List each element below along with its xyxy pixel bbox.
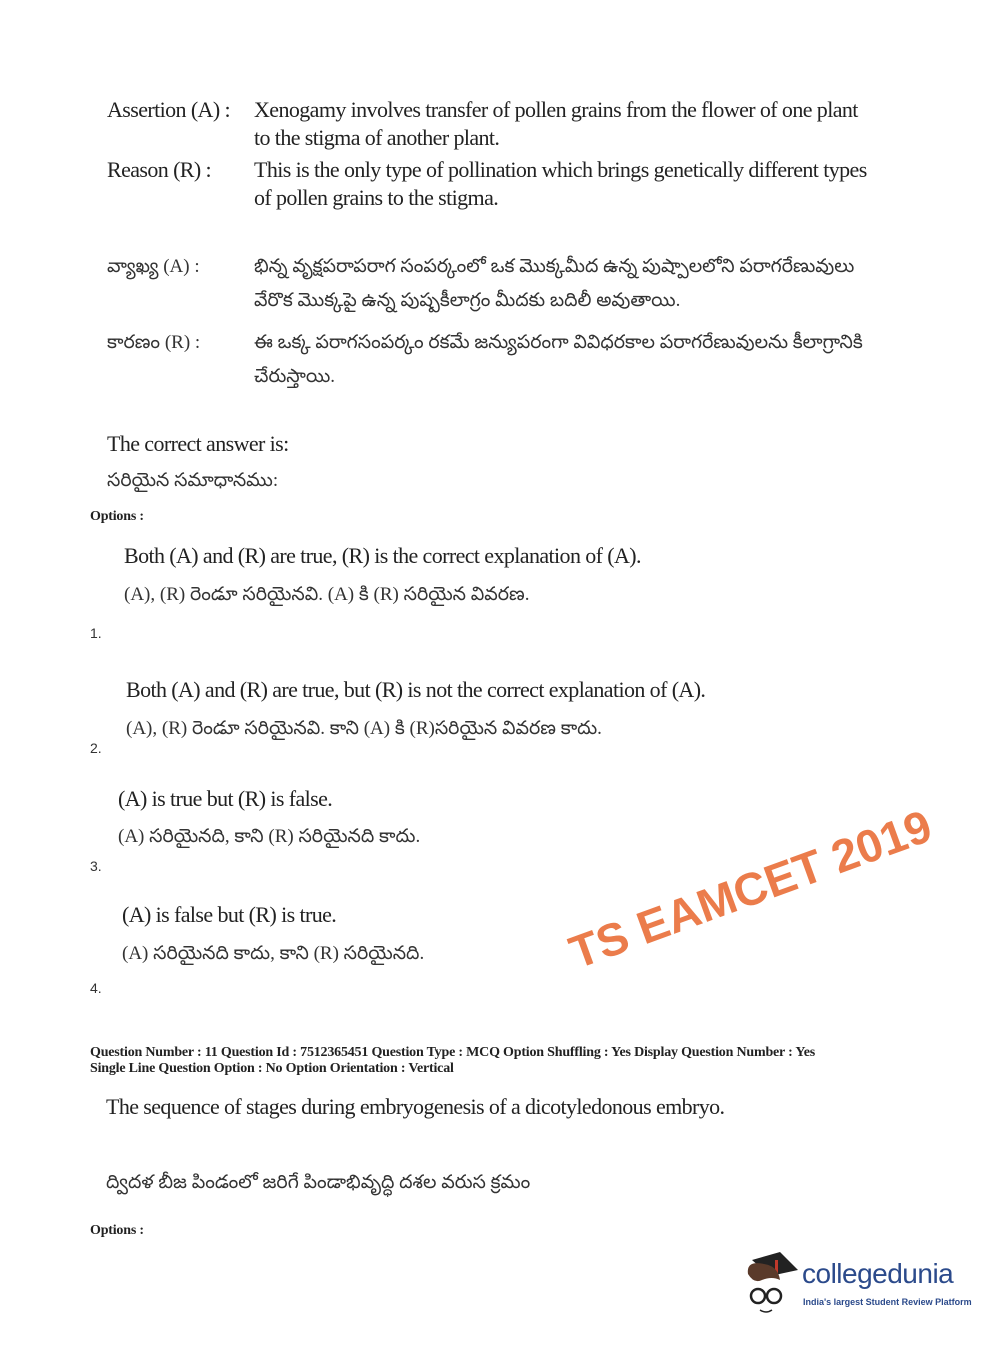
question-text-te: ద్విదళ బీజ పిండంలో జరిగే పిండాభివృద్ధి దశల వరుస క్రమం	[106, 1172, 531, 1193]
te-assertion-line-2: వేరొక మొక్కపై ఉన్న పుష్పకీలాగ్రం మీదకు బదిలీ అవుతాయి.	[254, 290, 681, 311]
option-2-en[interactable]: Both (A) and (R) are true, but (R) is not the correct explanation of (A).	[126, 677, 706, 702]
option-1-number: 1.	[90, 625, 102, 641]
assertion-line-2: to the stigma of another plant.	[254, 125, 500, 150]
option-2-number: 2.	[90, 740, 102, 756]
assertion-row	[107, 96, 858, 152]
option-3-number: 3.	[90, 858, 102, 874]
te-answer-prompt: సరియైన సమాధానము:	[107, 470, 279, 491]
option-4-en[interactable]: (A) is false but (R) is true.	[122, 902, 337, 927]
option-3-te[interactable]: (A) సరియైనది, కాని (R) సరియైనది కాదు.	[118, 826, 421, 847]
reason-line-2: of pollen grains to the stigma.	[254, 185, 499, 210]
assertion-line-1: Xenogamy involves transfer of pollen grains from the flower of one plant	[254, 97, 858, 122]
reason-row	[107, 156, 867, 212]
options-label-2: Options :	[90, 1223, 144, 1238]
answer-prompt: The correct answer is:	[107, 431, 289, 456]
question-text-en: The sequence of stages during embryogenesis of a dicotyledonous embryo.	[106, 1094, 725, 1119]
te-reason-label: కారణం (R) :	[107, 332, 201, 353]
te-assertion-row	[107, 250, 854, 318]
mascot-icon	[742, 1250, 800, 1320]
options-label: Options :	[90, 509, 144, 524]
collegedunia-logo	[742, 1250, 972, 1320]
te-reason-row	[107, 326, 863, 394]
option-3-en[interactable]: (A) is true but (R) is false.	[118, 786, 333, 811]
option-2-te[interactable]: (A), (R) రెండూ సరియైనవి. కాని (A) కి (R)సరియైన వివరణ కాదు.	[126, 718, 602, 739]
logo-name: collegedunia	[802, 1258, 954, 1289]
te-reason-line-1: ఈ ఒక్క పరాగసంపర్కం రకమే జన్యుపరంగా వివిధరకాల పరాగరేణువులను కీలాగ్రానికి	[254, 332, 863, 353]
assertion-label: Assertion (A) :	[107, 97, 230, 122]
question-meta-line-2: Single Line Question Option : No Option Orientation : Vertical	[90, 1061, 454, 1076]
te-reason-line-2: చేరుస్తాయి.	[254, 366, 336, 387]
watermark: TS EAMCET 2019	[562, 799, 939, 979]
option-4-te[interactable]: (A) సరియైనది కాదు, కాని (R) సరియైనది.	[122, 943, 425, 964]
logo-tagline: India's largest Student Review Platform	[803, 1297, 972, 1307]
option-1-te[interactable]: (A), (R) రెండూ సరియైనవి. (A) కి (R) సరియైన వివరణ.	[124, 584, 530, 605]
reason-label: Reason (R) :	[107, 157, 212, 182]
question-meta-line-1: Question Number : 11 Question Id : 7512365451 Question Type : MCQ Option Shuffling : Yes Display Question Number : Yes	[90, 1045, 815, 1060]
option-4-number: 4.	[90, 980, 102, 996]
te-assertion-line-1: భిన్న వృక్షపరాపరాగ సంపర్కంలో ఒక మొక్కమీద ఉన్న పుష్పాలలోని పరాగరేణువులు	[254, 256, 855, 277]
reason-line-1: This is the only type of pollination which brings genetically different types	[254, 157, 867, 182]
te-assertion-label: వ్యాఖ్య (A) :	[107, 256, 200, 277]
option-1-en[interactable]: Both (A) and (R) are true, (R) is the correct explanation of (A).	[124, 543, 641, 568]
